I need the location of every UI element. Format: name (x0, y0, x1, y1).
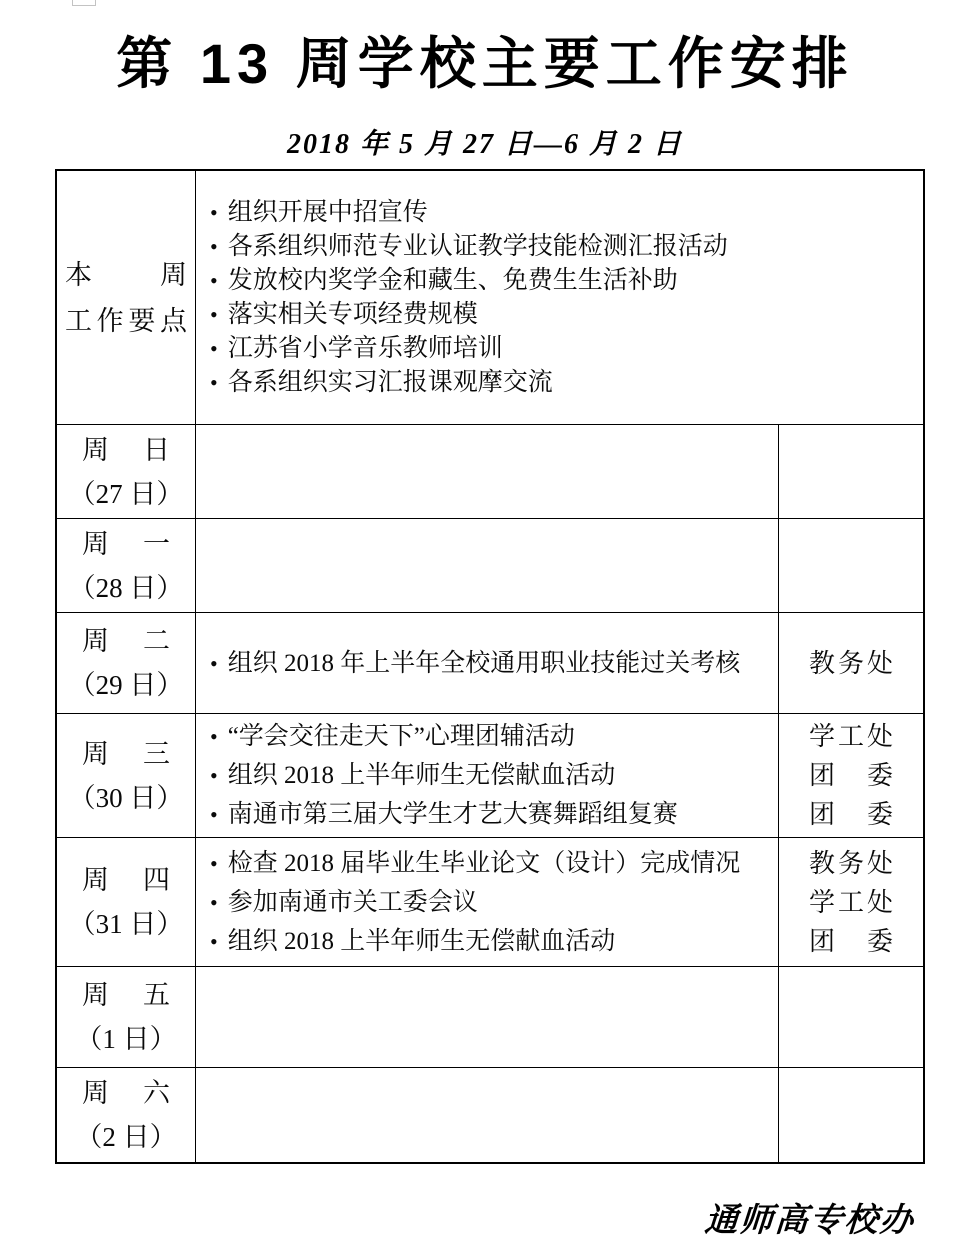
department-item: 学工处 (809, 887, 893, 917)
departments-cell (778, 967, 923, 1067)
departments-cell (778, 425, 923, 518)
footer-signature: 通师高专校办 (703, 1203, 917, 1239)
day-label-cell (57, 425, 196, 518)
day-row-thursday (57, 837, 923, 966)
day-name: 周五 (82, 980, 170, 1010)
week-summary-label-line2: 工作要点 (65, 305, 187, 336)
departments-cell (778, 613, 923, 713)
day-name: 周三 (82, 738, 170, 769)
day-name: 周一 (82, 528, 170, 559)
day-date: （2 日） (75, 1122, 177, 1152)
department-item: 教务处 (809, 648, 893, 678)
summary-item: • 各系组织师范专业认证教学技能检测汇报活动 (210, 230, 917, 264)
day-date: （31 日） (68, 909, 184, 939)
task-item: • 组织 2018 上半年师生无偿献血活动 (210, 922, 772, 961)
task-item: • 南通市第三届大学生才艺大赛舞蹈组复赛 (210, 795, 772, 834)
day-label-cell (57, 967, 196, 1067)
day-label-cell (57, 1068, 196, 1162)
day-date: （27 日） (68, 478, 184, 509)
day-date: （28 日） (68, 572, 184, 603)
departments-cell (778, 1068, 923, 1162)
tasks-cell (196, 838, 778, 966)
tasks-cell (196, 1068, 778, 1162)
summary-item: • 组织开展中招宣传 (210, 196, 917, 230)
day-date: （1 日） (75, 1024, 177, 1054)
day-row-tuesday (57, 612, 923, 713)
day-date: （30 日） (68, 782, 184, 813)
departments-cell (778, 838, 923, 966)
day-label-cell (57, 519, 196, 612)
week-summary-label-line1: 本周 (65, 259, 187, 290)
task-item: • 检查 2018 届毕业生毕业论文（设计）完成情况 (210, 844, 772, 883)
tasks-cell (196, 425, 778, 518)
scan-artifact (72, 0, 96, 6)
department-item: 团委 (809, 761, 893, 790)
day-label-cell (57, 838, 196, 966)
week-summary-label-cell (57, 171, 196, 424)
tasks-cell (196, 519, 778, 612)
day-name: 周四 (82, 865, 170, 895)
date-range: 2018 年 5 月 27 日—6 月 2 日 (286, 129, 683, 160)
day-name: 周六 (82, 1078, 170, 1108)
day-row-friday (57, 966, 923, 1067)
tasks-cell (196, 714, 778, 837)
day-name: 周二 (82, 626, 170, 656)
departments-cell (778, 714, 923, 837)
day-row-saturday (57, 1067, 923, 1162)
department-item: 教务处 (809, 848, 893, 878)
tasks-cell (196, 967, 778, 1067)
department-item: 学工处 (809, 722, 893, 751)
tasks-cell (196, 613, 778, 713)
weekly-schedule-table (55, 169, 925, 1164)
task-item: • 组织 2018 上半年师生无偿献血活动 (210, 756, 772, 795)
week-summary-row (57, 171, 923, 424)
day-row-wednesday (57, 713, 923, 837)
day-date: （29 日） (68, 670, 184, 700)
summary-item: • 发放校内奖学金和藏生、免费生生活补助 (210, 264, 917, 298)
day-row-monday (57, 518, 923, 612)
summary-item: • 各系组织实习汇报课观摩交流 (210, 366, 917, 400)
task-item: • “学会交往走天下”心理团辅活动 (210, 717, 772, 756)
summary-item: • 江苏省小学音乐教师培训 (210, 332, 917, 366)
day-label-cell (57, 714, 196, 837)
department-item: 团委 (809, 800, 893, 829)
day-name: 周日 (82, 434, 170, 465)
day-row-sunday (57, 424, 923, 518)
page-title: 第 13 周学校主要工作安排 (116, 32, 854, 95)
task-item: • 参加南通市关工委会议 (210, 883, 772, 922)
departments-cell (778, 519, 923, 612)
task-item: • 组织 2018 年上半年全校通用职业技能过关考核 (210, 644, 772, 683)
day-label-cell (57, 613, 196, 713)
week-summary-items-cell (196, 171, 923, 424)
department-item: 团委 (809, 926, 893, 956)
summary-item: • 落实相关专项经费规模 (210, 298, 917, 332)
